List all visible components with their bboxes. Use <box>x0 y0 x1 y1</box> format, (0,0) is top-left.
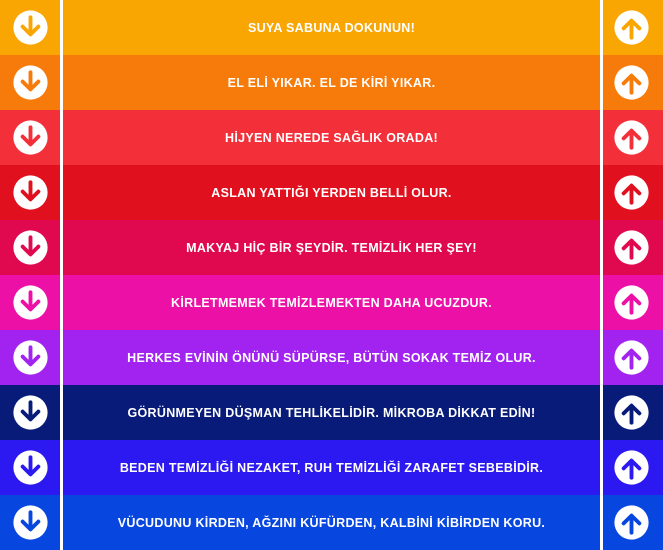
arrow-up-circle-icon <box>613 449 650 486</box>
arrow-down-circle-icon <box>12 174 49 211</box>
divider-line <box>600 55 603 110</box>
slogan-text: BEDEN TEMİZLİĞİ NEZAKET, RUH TEMİZLİĞİ ZARAFET SEBEBİDİR. <box>119 460 544 475</box>
arrow-down-circle-icon <box>12 64 49 101</box>
arrow-down-circle-icon <box>12 394 49 431</box>
slogan-text: VÜCUDUNU KİRDEN, AĞZINI KÜFÜRDEN, KALBİNİ KİBİRDEN KORU. <box>117 515 546 530</box>
arrow-up-circle-icon <box>613 119 650 156</box>
slogan-text: ASLAN YATTIĞI YERDEN BELLİ OLUR. <box>211 185 452 200</box>
arrow-up-circle-icon <box>613 174 650 211</box>
slogan-row <box>0 385 663 440</box>
divider-line <box>600 330 603 385</box>
divider-line <box>600 110 603 165</box>
slogan-text: SUYA SABUNA DOKUNUN! <box>247 20 416 35</box>
divider-line <box>600 0 603 55</box>
slogan-row <box>0 495 663 550</box>
slogan-row <box>0 165 663 220</box>
arrow-up-circle-icon <box>613 339 650 376</box>
slogan-row <box>0 275 663 330</box>
arrow-down-circle-icon <box>12 284 49 321</box>
arrow-up-circle-icon <box>613 229 650 266</box>
arrow-up-circle-icon <box>613 9 650 46</box>
divider-line <box>600 385 603 440</box>
slogan-row <box>0 440 663 495</box>
divider-line <box>600 440 603 495</box>
slogan-row <box>0 220 663 275</box>
arrow-down-circle-icon <box>12 504 49 541</box>
divider-line <box>600 220 603 275</box>
arrow-down-circle-icon <box>12 449 49 486</box>
slogan-row <box>0 0 663 55</box>
slogan-text: EL ELİ YIKAR. EL DE KİRİ YIKAR. <box>227 75 436 90</box>
arrow-down-circle-icon <box>12 339 49 376</box>
slogan-text: MAKYAJ HİÇ BİR ŞEYDİR. TEMİZLİK HER ŞEY! <box>186 240 477 255</box>
slogan-row <box>0 55 663 110</box>
arrow-up-circle-icon <box>613 64 650 101</box>
arrow-up-circle-icon <box>613 284 650 321</box>
divider-line <box>600 275 603 330</box>
arrow-down-circle-icon <box>12 119 49 156</box>
slogan-text: HERKES EVİNİN ÖNÜNÜ SÜPÜRSE, BÜTÜN SOKAK TEMİZ OLUR. <box>127 350 536 365</box>
divider-line <box>600 165 603 220</box>
slogan-text: HİJYEN NEREDE SAĞLIK ORADA! <box>225 130 438 145</box>
slogan-text: GÖRÜNMEYEN DÜŞMAN TEHLİKELİDİR. MİKROBA DİKKAT EDİN! <box>127 405 536 420</box>
slogan-row <box>0 110 663 165</box>
arrow-up-circle-icon <box>613 394 650 431</box>
slogan-text: KİRLETMEMEK TEMİZLEMEKTEN DAHA UCUZDUR. <box>171 295 492 310</box>
arrow-down-circle-icon <box>12 229 49 266</box>
divider-line <box>600 495 603 550</box>
slogan-row <box>0 330 663 385</box>
arrow-up-circle-icon <box>613 504 650 541</box>
arrow-down-circle-icon <box>12 9 49 46</box>
